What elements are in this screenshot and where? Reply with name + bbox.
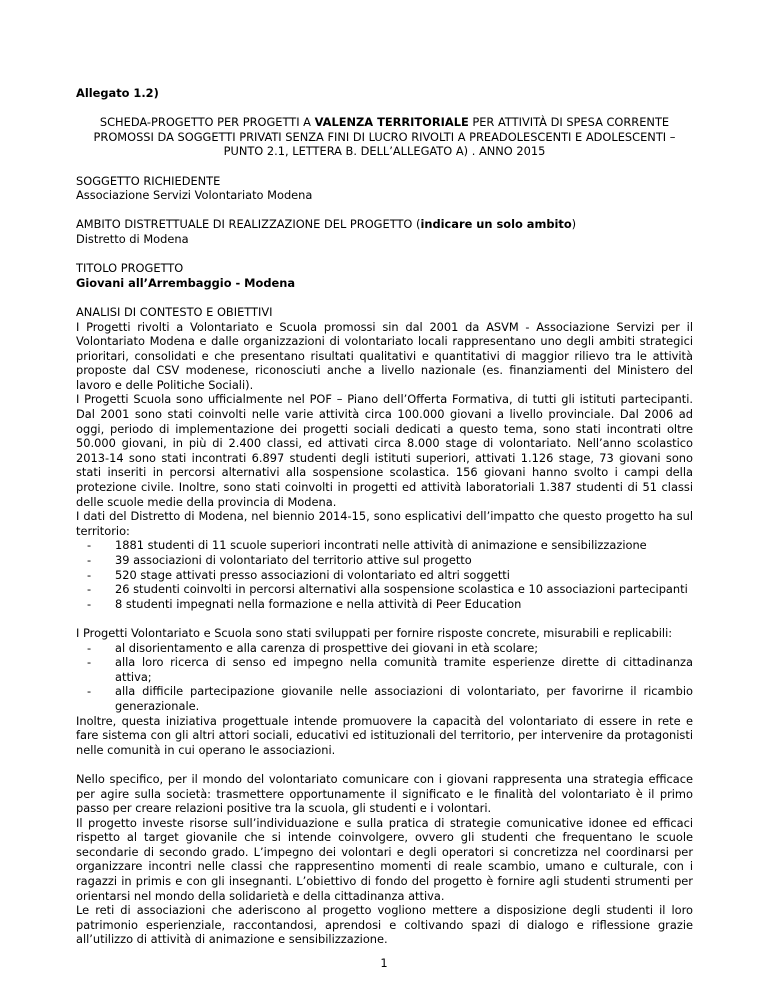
list-item: - 39 associazioni di volontariato del territorio attive sul progetto <box>87 553 472 567</box>
risposte-list <box>76 641 693 714</box>
analisi-paragraph-3: I dati del Distretto di Modena, nel biennio 2014-15, sono esplicativi dell’impatto che questo progetto ha sul territorio: <box>76 509 693 538</box>
ambito-label-text: AMBITO DISTRETTUALE DI REALIZZAZIONE DEL PROGETTO ( <box>76 217 421 232</box>
list-item-text: 8 studenti impegnati nella formazione e nella attività di Peer Education <box>115 596 522 611</box>
distretto-data-list <box>76 538 693 611</box>
list-item-text: 520 stage attivati presso associazioni di volontariato ed altri soggetti <box>115 567 510 582</box>
scheda-title <box>76 115 693 159</box>
list-item-text: alla difficile partecipazione giovanile nelle associazioni di volontariato, per favorirne il ricambio generazionale. <box>115 684 693 713</box>
list-item-text: 1881 studenti di 11 scuole superiori incontrati nelle attività di animazione e sensibilizzazione <box>115 538 647 553</box>
analisi-paragraph-2: I Progetti Scuola sono ufficialmente nel POF – Piano dell’Offerta Formativa, di tutti gli istituti partecipanti. Dal 2001 sono stati coinvolti nelle varie attività circa 100.000 giovani a livello provinciale. Dal 2006 ad oggi, periodo di implementazione dei progetti sociali dedicati a questo tema, sono stati incontrati oltre 50.000 giovani, in più di 2.400 classi, ed attivati circa 8.000 stage di volontariato. Nell’anno scolastico 2013-14 sono stati incontrati 6.897 studenti degli istituti superiori, attivati 1.126 stage, 73 giovani sono stati inseriti in percorsi alternativi alla sospensione scolastica. 156 giovani hanno svolto i campi della protezione civile. Inoltre, sono stati coinvolti in progetti ed attività laboratoriali 1.387 studenti di 51 classi delle scuole medie della provincia di Modena. <box>76 392 693 509</box>
analisi-paragraph-8: Le reti di associazioni che aderiscono al progetto vogliono mettere a disposizione degli studenti il loro patrimonio esperienziale, raccontandosi, aprendosi e coltivando spazi di dialogo e riflessione grazie all’utilizzo di attività di animazione e sensibilizzazione. <box>76 903 693 947</box>
list-item: - 520 stage attivati presso associazioni di volontariato ed altri soggetti <box>87 567 510 582</box>
scheda-title-bold: VALENZA TERRITORIALE <box>314 115 469 130</box>
ambito-value: Distretto di Modena <box>76 231 189 246</box>
titolo-label: TITOLO PROGETTO <box>76 261 184 276</box>
list-item-text: al disorientamento e alla carenza di prospettive dei giovani in età scolare; <box>115 640 539 655</box>
list-item: - 26 studenti coinvolti in percorsi alternativi alla sospensione scolastica e 10 associazioni partecipanti <box>87 582 688 597</box>
scheda-title-pre: SCHEDA-PROGETTO PER PROGETTI A <box>99 115 315 130</box>
analisi-paragraph-1: I Progetti rivolti a Volontariato e Scuola promossi sin dal 2001 da ASVM - Associazione Servizi per il Volontariato Modena e dalle organizzazioni di volontariato locali rappresentano uno degli ambiti strategici prioritari, consolidati e che presentano risultati qualitativi e quantitativi di maggior rilievo tra le attività proposte dal CSV modenese, riconosciuti anche a livello nazionale (es. finanziamenti del Ministero del lavoro e delle Politiche Sociali). <box>76 319 693 392</box>
analisi-paragraph-5: Inoltre, questa iniziativa progettuale intende promuovere la capacità del volontariato di essere in rete e fare sistema con gli altri attori sociali, educativi ed istituzionali del territorio, per intervenire da protagonisti nelle comunità in cui operano le associazioni. <box>76 713 693 757</box>
list-item: - 8 studenti impegnati nella formazione e nella attività di Peer Education <box>87 596 522 611</box>
soggetto-value: Associazione Servizi Volontariato Modena <box>76 188 313 203</box>
ambito-label <box>76 217 693 232</box>
page-content <box>76 86 693 947</box>
list-item: - alla difficile partecipazione giovanile nelle associazioni di volontariato, per favorirne il ricambio generazionale. <box>87 684 693 713</box>
list-item-text: 39 associazioni di volontariato del territorio attive sul progetto <box>115 553 472 567</box>
analisi-paragraph-4: I Progetti Volontariato e Scuola sono stati sviluppati per fornire risposte concrete, misurabili e replicabili: <box>76 625 673 640</box>
list-item: - 1881 studenti di 11 scuole superiori incontrati nelle attività di animazione e sensibilizzazione <box>87 538 647 553</box>
analisi-paragraph-6: Nello specifico, per il mondo del volontariato comunicare con i giovani rappresenta una strategia efficace per agire sulla società: trasmettere opportunamente il significato e le finalità del volontariato è il primo passo per creare relazioni positive tra la scuola, gli studenti e i volontari. <box>76 771 693 816</box>
ambito-label-end: ) <box>571 217 577 232</box>
scheda-title-post: PER ATTIVITÀ DI SPESA CORRENTE PROMOSSI DA SOGGETTI PRIVATI SENZA FINI DI LUCRO RIVOLTI A PREADOLESCENTI E ADOLESCENTI – PUNTO 2.1, LETTERA B. DELL’ALLEGATO A) . ANNO 2015 <box>93 115 676 159</box>
list-item-text: 26 studenti coinvolti in percorsi alternativi alla sospensione scolastica e 10 associazioni partecipanti <box>115 582 688 597</box>
titolo-value: Giovani all’Arrembaggio - Modena <box>76 275 296 290</box>
allegato-heading: Allegato 1.2) <box>76 86 159 100</box>
list-item: - alla loro ricerca di senso ed impegno nella comunità tramite esperienze dirette di cittadinanza attiva; <box>87 655 693 684</box>
page-number: 1 <box>380 956 388 970</box>
analisi-paragraph-7: Il progetto investe risorse sull’individuazione e sulla pratica di strategie comunicative idonee ed efficaci rispetto al target giovanile che si intende coinvolgere, ovvero gli studenti che frequentano le scuole secondarie di secondo grado. L’impegno dei volontari e degli operatori si concretizza nel coordinarsi per organizzare incontri nelle classi che rappresentino momenti di reale scambio, umano e culturale, con i ragazzi in primis e con gli insegnanti. L’obiettivo di fondo del progetto è fornire agli studenti strumenti per orientarsi nel mondo della solidarietà e della cittadinanza attiva. <box>76 815 693 903</box>
list-item: - al disorientamento e alla carenza di prospettive dei giovani in età scolare; <box>87 640 539 655</box>
ambito-label-bold: indicare un solo ambito <box>420 217 572 232</box>
list-item-text: alla loro ricerca di senso ed impegno nella comunità tramite esperienze dirette di cittadinanza attiva; <box>115 655 693 684</box>
analisi-label: ANALISI DI CONTESTO E OBIETTIVI <box>76 304 273 319</box>
soggetto-label: SOGGETTO RICHIEDENTE <box>76 173 221 188</box>
